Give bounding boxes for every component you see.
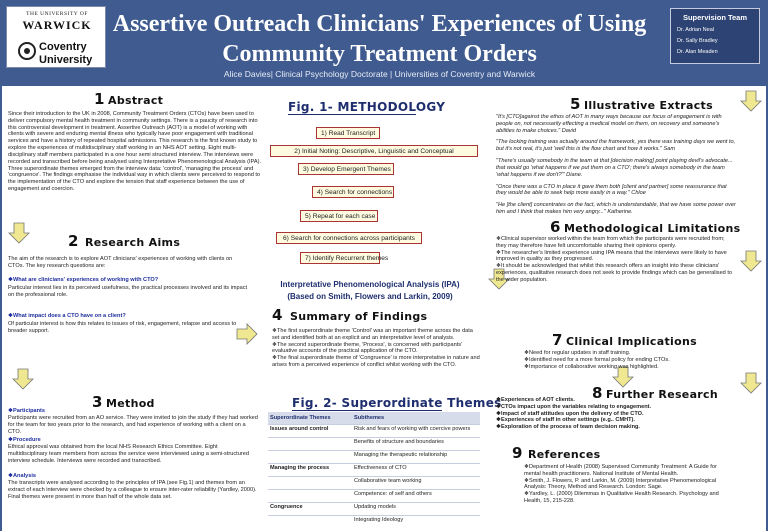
- supervision-team-title: Supervision Team: [682, 13, 748, 22]
- method-participants-body: Participants were recruited from an AO service. They were invited to join the study if they had worked for the team for two years prior to the research, and had experience of working with a client on a CTO.: [8, 415, 258, 435]
- superordinate-theme: [268, 476, 352, 489]
- limitations-item: ❖It should be acknowledged that whilst this research offers an insight into these clinicians' experiences, qualitative research does not seek to provide findings which can be generalised to the wider population.: [496, 263, 733, 283]
- findings-number: 4: [272, 306, 283, 324]
- subtheme: Effectiveness of CTO: [354, 464, 407, 471]
- method-analysis-body: The transcripts were analysed according to the principles of IPA (see Fig.1) and themes from an extract of each interview were checked by a colleague to ensure inter-rater reliability (Yardley, 2000). Final themes were present in more than half of the whole data set.: [8, 480, 257, 500]
- implications-heading: Clinical Implications: [566, 335, 697, 348]
- method-step-2: 2) Initial Noting: Descriptive, Linguistic and Conceptual: [270, 145, 478, 157]
- team-member: Dr. Alan Meaden: [677, 49, 718, 55]
- limitations-heading: Methodological Limitations: [564, 222, 741, 235]
- method-heading: Method: [106, 397, 155, 410]
- superordinate-theme: [268, 489, 352, 502]
- extracts-number: 5: [570, 95, 581, 113]
- subtheme: Risk and fears of working with coercive powers: [354, 425, 471, 432]
- coventry-logo-b: University: [39, 54, 93, 66]
- themes-table: [268, 412, 480, 528]
- team-member: Dr. Sally Bradley: [677, 38, 718, 44]
- aims-q2-body: Of particular interest is how this relates to issues of risk, engagement, relapse and access to breader support.: [8, 321, 237, 334]
- further-item: ❖Exploration of the process of team decision making.: [496, 424, 640, 431]
- themes-heading: Fig. 2- Superordinate Themes: [292, 396, 502, 410]
- subtheme: Competence: of self and others: [354, 490, 432, 497]
- down-arrow-icon: [8, 222, 30, 244]
- implications-item: ❖Need for regular updates in staff training.: [524, 350, 631, 356]
- header-logo-panel: [6, 6, 106, 68]
- down-arrow-icon: [740, 250, 762, 272]
- further-item: ❖Experiences of staff in other settings (e.g.. CMHT).: [496, 417, 635, 424]
- themes-col-header: Subthemes: [354, 414, 385, 421]
- aims-heading: Research Aims: [85, 236, 181, 249]
- supervision-team-list: [677, 27, 757, 60]
- subtheme: Updating models: [354, 503, 396, 510]
- method-step-6: 6) Search for connections across participants: [276, 232, 422, 244]
- findings-item: ❖The first superordinate theme 'Control' was an important theme across the data set and identified both at an explicit and an interpretative level of analysis.: [272, 328, 473, 341]
- reference-item: ❖Department of Health (2008) Supervised Community Treatment: A Guide for mental health practitioners. National Institute of Mental Health.: [524, 464, 717, 477]
- superordinate-theme: Congruence: [270, 503, 303, 510]
- method-number: 3: [92, 393, 103, 411]
- themes-header-row: [268, 412, 480, 424]
- superordinate-theme: [268, 450, 352, 463]
- superordinate-theme: Managing the process: [270, 464, 330, 471]
- reference-item: ❖Smith, J. Flowers, P. and Larkin, M. (2009) Interpretative Phenomenological Analysis: Theory, Method and Research. London: Sage.: [524, 477, 717, 491]
- further-heading: Further Research: [606, 388, 718, 401]
- methodology-heading: Fig. 1- METHODOLOGY: [288, 100, 446, 114]
- method-analysis-title: ❖Analysis: [8, 473, 37, 479]
- superordinate-theme: [268, 437, 352, 450]
- extract-quote: "There's usually somebody in the team at that [decision making] point playing devil's advocate... that would go 'what happens if we put them on a CTO'; there's always somebody in the team 'what happens if we don't?'" Diane.: [496, 158, 733, 178]
- extract-quote: "It's [CTO]against the ethos of AOT in many ways because our focus of engagement is with people on, not necessarily effecting a medical model on them, on recovery and someone's abilities to make choices." David: [496, 114, 722, 134]
- superordinate-theme: Issues around control: [270, 425, 329, 432]
- themes-row: [268, 502, 480, 515]
- findings-item: ❖The final superordinate theme of 'Congruence' is more interpretative in nature and arises from a perceived experience of conflict whilst working with the CTO.: [272, 355, 480, 369]
- limitations-number: 6: [550, 218, 561, 236]
- findings-heading: Summary of Findings: [290, 310, 428, 323]
- further-list: [496, 397, 736, 431]
- limitations-item: ❖Clinical supervisor worked within the team from which the participants were recruited from; they may therefore have felt uncomfortable sharing their opinions openly.: [496, 236, 725, 249]
- further-item: ❖CTOs impact upon the variables relating to engagement.: [496, 403, 652, 410]
- further-number: 8: [592, 384, 603, 402]
- coventry-logo-a: Coventry: [39, 41, 87, 53]
- coventry-logo-icon: [17, 41, 37, 61]
- limitations-list: [496, 236, 736, 284]
- method-step-4: 4) Search for connections: [312, 186, 394, 198]
- further-item: ❖Experiences of AOT clients.: [496, 397, 575, 403]
- extract-quote: "The locking training was actually around the framework, yes there was training days we went to, but it's not real, it's just 'well this is the flow chart and how it works." Sam: [496, 139, 736, 153]
- warwick-logo-top: THE UNIVERSITY OF: [26, 11, 88, 17]
- poster-subtitle: Alice Davies| Clinical Psychology Doctorate | Universities of Coventry and Warwick: [223, 69, 536, 79]
- methodology-underline: [288, 114, 416, 115]
- method-step-5: 5) Repeat for each case: [300, 210, 378, 222]
- themes-row: [268, 437, 480, 450]
- method-step-1: 1) Read Transcript: [316, 127, 380, 139]
- themes-row: [268, 476, 480, 489]
- subtheme: Integrating Ideology: [354, 516, 404, 523]
- themes-col-header: Superordinate Themes: [270, 414, 331, 421]
- implications-item: ❖Identified need for a more formal policy for ending CTOs.: [524, 356, 670, 363]
- themes-row: [268, 424, 480, 437]
- aims-q1-title: ❖What are clinicians' experiences of working with CTO?: [8, 277, 159, 283]
- down-arrow-icon: [12, 368, 34, 390]
- extract-quote: "Once there was a CTO in place it gave them both [client and partner] some reassurance that they would be able to seek help more easily in a way." Chloe: [496, 183, 727, 197]
- reference-item: ❖Yardley, L. (2000) Dilemmas in Qualitative Health Research. Psychology and Health, 15, 215-228.: [524, 491, 719, 505]
- method-participants-title: ❖Participants: [8, 408, 46, 414]
- aims-q1-body: Particular interest lies in its perceived usefulness, the practical processes involved and its impact on the professional role.: [8, 285, 248, 298]
- themes-underline: [292, 410, 442, 411]
- further-item: ❖Impact of staff attitudes upon the delivery of the CTO.: [496, 410, 644, 417]
- warwick-logo: WARWICK: [22, 18, 92, 32]
- abstract-body: Since their introduction to the UK in 2008, Community Treatment Orders (CTOs) have been used to deliver compulsory mental health treatment in community settings. There is a paucity of research into this controversial development in treatment. Assertive Outreach (AOT) is a model of working with clients with severe and enduring mental illness who typically have poor engagement with traditional services and have a history of repeated hospital admissions. This research is the first known study to explore the experiences of multidisciplinary staff working in an NHS AOT setting. Eight multi-disciplinary staff members participated in a one hour semi structured interview. The interviews were recorded and transcribed before being analysed using Interpretative Phenomenological Analysis (IPA). Three superordinate themes emerged from the interview data: 'control', 'managing the process' and 'congruence'. The findings emphasise the individual way in which clients were perceived to respond to the implementation of the CTO and explore the tension that staff experience between the use of engagement and coercion.: [8, 111, 262, 192]
- themes-row: [268, 489, 480, 502]
- extracts-list: [496, 114, 736, 216]
- subtheme: Managing the therapeutic relationship: [354, 451, 448, 458]
- abstract-number: 1: [94, 90, 105, 108]
- ipa-caption-line1: Interpretative Phenomenological Analysis (IPA): [280, 280, 460, 289]
- references-number: 9: [512, 444, 523, 462]
- aims-intro: The aim of the research is to explore AOT clinicians' experiences of working with clients on CTOs. The key research questions are:: [8, 256, 233, 269]
- poster-title-line1: Assertive Outreach Clinicians' Experiences of Using: [112, 11, 647, 37]
- superordinate-theme: [268, 515, 352, 528]
- ipa-caption-line2: (Based on Smith, Flowers and Larkin, 2009): [287, 292, 453, 301]
- references-heading: References: [528, 448, 601, 461]
- method-procedure-title: ❖Procedure: [8, 437, 41, 443]
- themes-row: [268, 515, 480, 528]
- implications-item: ❖Importance of collaborative working was highlighted.: [524, 363, 659, 370]
- aims-q2-title: ❖What impact does a CTO have on a client?: [8, 313, 126, 319]
- method-step-7: 7) Identify Recurrent themes: [300, 252, 380, 264]
- abstract-heading: Abstract: [108, 94, 164, 107]
- down-arrow-icon: [740, 372, 762, 394]
- references-list: [524, 464, 734, 505]
- method-procedure-body: Ethical approval was obtained from the local NHS Research Ethics Committee. Eight multidisciplinary team members from across the service were interviewed using a semi-structured interview schedule. Interviews were recorded and transcribed.: [8, 444, 249, 464]
- implications-number: 7: [552, 331, 563, 349]
- method-step-3: 3) Develop Emergent Themes: [298, 163, 394, 175]
- limitations-item: ❖The researcher's limited experience using IPA means that the interviews were likely to have improved in quality as they progressed.: [496, 249, 727, 263]
- findings-item: ❖The second superordinate theme, 'Process', is concerned with participants' evaluative accounts of the practical application of the CTO.: [272, 341, 463, 355]
- implications-list: [524, 350, 734, 370]
- subtheme: Collaborative team working: [354, 477, 422, 484]
- subtheme: Benefits of structure and boundaries: [354, 438, 444, 445]
- team-member: Dr. Adrian Neal: [677, 27, 714, 33]
- aims-number: 2: [68, 232, 79, 250]
- extract-quote: "He [the client] concentrates on the fact, which is understandable, that we have some power over him and I think that makes him very angry..." Katherine.: [496, 202, 736, 215]
- down-arrow-icon: [740, 90, 762, 112]
- extracts-heading: Illustrative Extracts: [584, 99, 713, 112]
- findings-list: [272, 328, 480, 369]
- themes-row: [268, 450, 480, 463]
- poster-title-line2: Community Treatment Orders: [222, 41, 537, 67]
- themes-row: [268, 463, 480, 476]
- supervision-team-panel: [670, 8, 760, 64]
